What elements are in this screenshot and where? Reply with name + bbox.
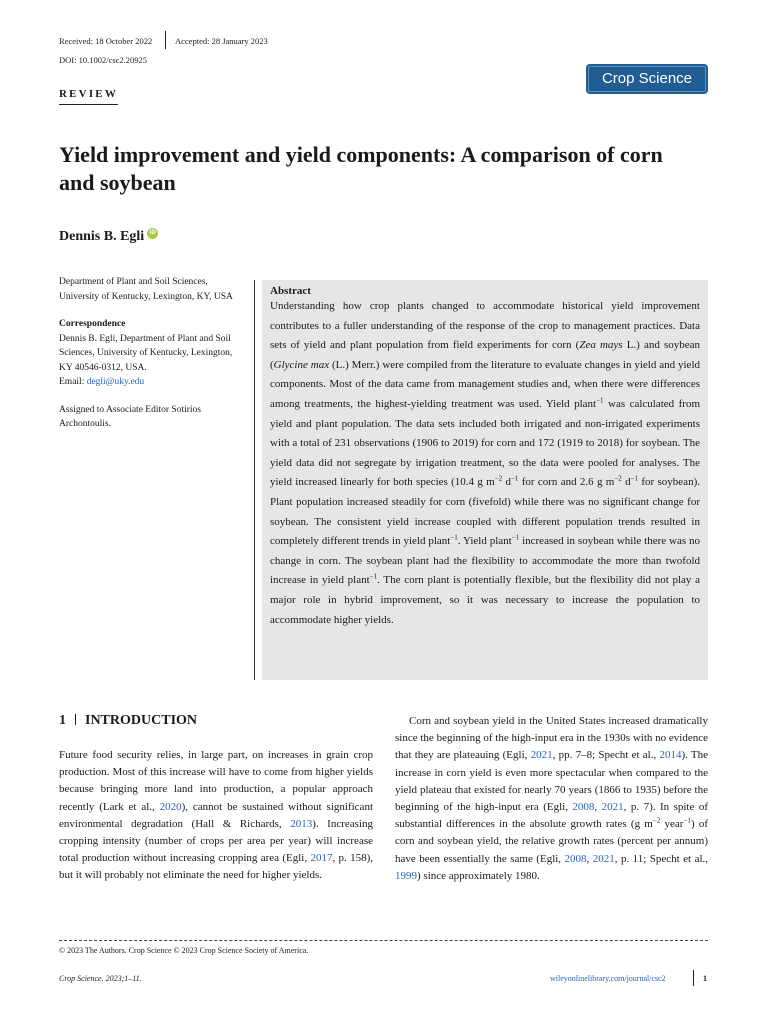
- header-separator: [165, 31, 166, 49]
- ref-specht-2014[interactable]: 2014: [659, 749, 682, 762]
- article-type: REVIEW: [59, 88, 119, 100]
- editor-note: Assigned to Associate Editor Sotirios Archontoulis.: [59, 404, 201, 429]
- correspondence-heading: Correspondence: [59, 319, 126, 329]
- email-label: Email:: [59, 377, 87, 387]
- ref-hall-2013[interactable]: 2013: [290, 817, 313, 830]
- ref-egli-2021c[interactable]: 2021: [592, 852, 615, 865]
- title-line-1: Yield improvement and yield components: A comparison of corn: [59, 142, 663, 167]
- doi: DOI: 10.1002/csc2.20925: [59, 55, 148, 65]
- section-separator: [75, 714, 76, 725]
- abstract-box: [262, 280, 708, 680]
- ref-egli-2017[interactable]: 2017: [310, 852, 333, 865]
- accepted-date: Accepted: 28 January 2023: [175, 36, 268, 46]
- page-separator: [693, 970, 694, 986]
- article-type-underline: [59, 104, 118, 105]
- article-title: [59, 141, 719, 197]
- affiliation: Department of Plant and Soil Sciences, University of Kentucky, Lexington, KY, USA: [59, 277, 233, 302]
- journal-citation: Crop Science. 2023;1–11.: [59, 974, 142, 983]
- section-title: INTRODUCTION: [85, 713, 198, 728]
- author-name[interactable]: Dennis B. Egli: [59, 229, 145, 244]
- ref-egli-2008b[interactable]: 2008: [564, 852, 587, 865]
- journal-badge: Crop Science: [588, 66, 706, 92]
- author: [59, 228, 158, 245]
- email-link[interactable]: degli@uky.edu: [86, 377, 145, 387]
- ref-egli-2008[interactable]: 2008: [572, 801, 595, 814]
- section-number: 1: [59, 713, 66, 728]
- ref-lark-2020[interactable]: 2020: [159, 800, 182, 813]
- ref-egli-2021b[interactable]: 2021: [601, 801, 624, 814]
- abstract-rule: [254, 280, 255, 680]
- footer-divider: [59, 940, 708, 941]
- correspondence-text: Dennis B. Egli, Department of Plant and Soil Sciences, University of Kentucky, Lexington, KY 40546-0312, USA.: [59, 333, 233, 373]
- title-line-2: and soybean: [59, 170, 176, 195]
- journal-url[interactable]: wileyonlinelibrary.com/journal/csc2: [550, 974, 666, 983]
- abstract-heading: Abstract: [270, 285, 311, 297]
- section-heading: [59, 713, 197, 729]
- copyright: © 2023 The Authors. Crop Science © 2023 Crop Science Society of America.: [59, 946, 309, 955]
- intro-col1: Future food security relies, in large part, on increases in grain crop production. Most of this increase will have to come from higher yields because bringing more land into production, a popular approach recently (Lark et al., 2020), cannot be sustained without significant environmental degradation (Hall & Richards, 2013). Increasing cropping intensity (number of crops per area per year) will increase total production without increasing cropping area (Egli, 2017, p. 158), but it will probably not eliminate the need for higher yields.: [59, 749, 373, 882]
- intro-col2: Corn and soybean yield in the United States increased dramatically since the beginning of the high-input era in the 1930s with no evidence that they are plateauing (Egli, 2021, pp. 7–8; Specht et al., 2014). The increase in corn yield is even more spectacular when compared to the yield plateau that existed for nearly 70 years (1866 to 1935) before the beginning of the high-input era (Egli, 2008, 2021, p. 7). In spite of substantial differences in the absolute growth rates (g $m^{-2}$ year$^{-1}$) of corn and soybean yield, the relative growth rates (percent per annum) have been essentially the same (Egli, 2008, 2021, p. 11; Specht et al., 1999) since approximately 1980.: [395, 715, 709, 882]
- ref-specht-1999[interactable]: 1999: [395, 869, 417, 882]
- page-number: 1: [703, 974, 707, 983]
- received-date: Received: 18 October 2022: [59, 36, 153, 46]
- ref-egli-2021[interactable]: 2021: [530, 749, 553, 762]
- orcid-icon[interactable]: [147, 228, 158, 239]
- abstract-text: Understanding how crop plants changed to accommodate historical yield improvement contributes to a fuller understanding of the response of the crop to management practices. Data sets of yield and plant population from field experiments for corn (Zea mays L.) and soybean (Glycine max (L.) Merr.) were compiled from the literature to evaluate changes in yield and yield components. Most of the data came from management studies and, when there were differences among treatments, the highest-yielding treatment was used. Yield plant$^{-1}$ was calculated from yield and plant population. The data sets included both irrigated and non-irrigated experiments with a total of 231 observations (1906 to 2019) for corn and 172 (1919 to 2018) for soybean. The yield data did not segregate by irrigation treatment, so the data were pooled for analyses. The yield increased linearly for both species (10.4 g $m^{-2}$ $d^{-1}$ for corn and 2.6 g $m^{-2}$ $d^{-1}$ for soybean). Plant population increased steadily for corn (fivefold) while there was no significant change for soybean. The consistent yield increase coupled with different population trends resulted in completely different trends in yield plant$^{-1}$. Yield plant$^{-1}$ increased in soybean while there was no change in corn. The soybean plant had the flexibility to accommodate the more than twofold increase in yield plant$^{-1}$. The corn plant is potentially flexible, but the flexibility did not play a major role in hybrid improvement, so it was necessary to increase the population to accommodate higher yields.: [270, 300, 701, 626]
- sidebar: [59, 275, 237, 445]
